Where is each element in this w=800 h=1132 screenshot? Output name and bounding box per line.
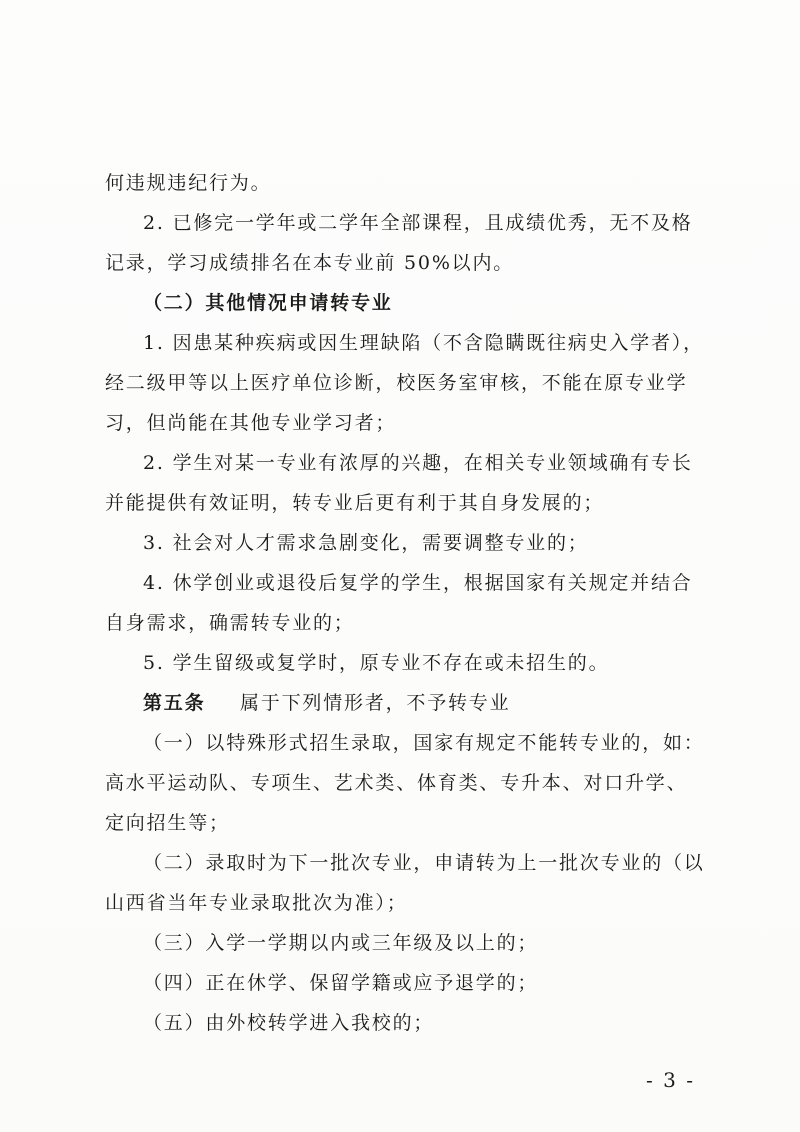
text-line: 2. 已修完一学年或二学年全部课程，且成绩优秀，无不及格	[143, 212, 693, 234]
article-label: 第五条	[143, 692, 206, 714]
page-number: - 3 -	[646, 1068, 695, 1092]
text-line: 记录，学习成绩排名在本专业前 50%以内。	[105, 252, 515, 274]
text-line: 定向招生等；	[105, 812, 230, 834]
text-line: 习，但尚能在其他专业学习者；	[105, 412, 397, 434]
text-line: 并能提供有效证明，转专业后更有利于其自身发展的；	[105, 492, 605, 514]
text-line: （一）以特殊形式招生录取，国家有规定不能转专业的，如：	[143, 732, 705, 754]
text-line: （四）正在休学、保留学籍或应予退学的；	[143, 972, 539, 994]
text-line: 高水平运动队、专项生、艺术类、体育类、专升本、对口升学、	[105, 772, 688, 794]
article-title: 属于下列情形者，不予转专业	[240, 692, 511, 714]
text-line: 5. 学生留级或复学时，原专业不存在或未招生的。	[143, 652, 610, 674]
section-heading: （二）其他情况申请转专业	[143, 292, 393, 314]
text-line: 2. 学生对某一专业有浓厚的兴趣，在相关专业领域确有专长	[143, 452, 693, 474]
text-line: 山西省当年专业录取批次为准）；	[105, 892, 408, 914]
text-line: （三）入学一学期以内或三年级及以上的；	[143, 932, 539, 954]
text-line: 何违规违纪行为。	[105, 172, 272, 194]
text-line: （五）由外校转学进入我校的；	[143, 1012, 435, 1034]
text-line: 1. 因患某种疾病或因生理缺陷（不含隐瞒既往病史入学者），	[143, 332, 704, 354]
text-line: 自身需求，确需转专业的；	[105, 612, 355, 634]
text-line: （二）录取时为下一批次专业，申请转为上一批次专业的（以	[143, 852, 705, 874]
text-line: 经二级甲等以上医疗单位诊断，校医务室审核，不能在原专业学	[105, 372, 688, 394]
text-line: 4. 休学创业或退役后复学的学生，根据国家有关规定并结合	[143, 572, 693, 594]
text-line: 3. 社会对人才需求急剧变化，需要调整专业的；	[143, 532, 589, 554]
